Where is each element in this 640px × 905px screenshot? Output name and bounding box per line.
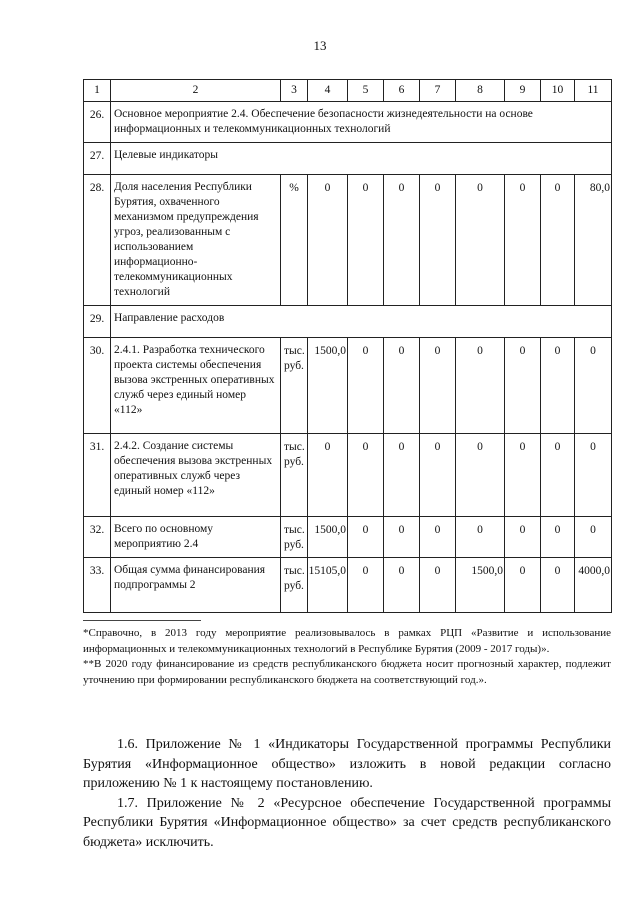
value-cell: 0 xyxy=(456,517,505,558)
footnote-separator xyxy=(83,620,201,621)
header-cell: 10 xyxy=(541,80,575,102)
expense-name: 2.4.1. Разработка технического проекта системы обеспечения вызова экстренных оперативных служб через единый номер «112» xyxy=(111,338,281,434)
value-cell: 15105,0 xyxy=(308,558,348,613)
unit-cell: тыс. руб. xyxy=(281,558,308,613)
header-cell: 8 xyxy=(456,80,505,102)
value-cell: 0 xyxy=(505,175,541,306)
value-cell: 0 xyxy=(505,558,541,613)
expense-name: 2.4.2. Создание системы обеспечения вызова экстренных оперативных служб через единый номер «112» xyxy=(111,434,281,517)
unit-cell: % xyxy=(281,175,308,306)
value-cell: 0 xyxy=(420,338,456,434)
page-number: 13 xyxy=(313,38,327,53)
value-cell: 0 xyxy=(348,175,384,306)
footnotes xyxy=(83,626,611,688)
value-cell: 0 xyxy=(575,434,612,517)
value-cell: 0 xyxy=(505,434,541,517)
expense-name: Всего по основному мероприятию 2.4 xyxy=(111,517,281,558)
value-cell: 0 xyxy=(308,434,348,517)
footnote: **В 2020 году финансирование из средств республиканского бюджета носит прогнозный характер, подлежит уточнению при формировании республиканского бюджета на соответствующий год.». xyxy=(83,658,611,686)
value-cell: 0 xyxy=(384,434,420,517)
value-cell: 1500,0 xyxy=(456,558,505,613)
table-row xyxy=(84,558,612,613)
value-cell: 0 xyxy=(541,434,575,517)
value-cell: 0 xyxy=(456,434,505,517)
header-cell: 7 xyxy=(420,80,456,102)
header-cell: 3 xyxy=(281,80,308,102)
paragraph: 1.7. Приложение № 2 «Ресурсное обеспечение Государственной программы Республики Бурятия «Информационное общество» за счет средств республиканского бюджета» исключить. xyxy=(83,795,611,850)
value-cell: 0 xyxy=(348,338,384,434)
row-number: 30. xyxy=(84,338,111,434)
paragraph: 1.6. Приложение № 1 «Индикаторы Государственной программы Республики Бурятия «Информационное общество» изложить в новой редакции согласно приложению № 1 к настоящему постановлению. xyxy=(83,737,611,791)
body-text xyxy=(83,735,611,852)
value-cell: 0 xyxy=(456,175,505,306)
indicator-name: Доля населения Республики Бурятия, охваченного механизмом предупреждения угроз, реализованным с использованием информационно-телекоммуникационных технологий xyxy=(111,175,281,306)
value-cell: 0 xyxy=(575,517,612,558)
row-number: 31. xyxy=(84,434,111,517)
section-title: Направление расходов xyxy=(111,306,612,338)
value-cell: 0 xyxy=(384,338,420,434)
row-number: 26. xyxy=(84,102,111,143)
header-cell: 2 xyxy=(111,80,281,102)
header-cell: 11 xyxy=(575,80,612,102)
value-cell: 0 xyxy=(348,558,384,613)
row-number: 28. xyxy=(84,175,111,306)
value-cell: 1500,0 xyxy=(308,517,348,558)
value-cell: 0 xyxy=(308,175,348,306)
value-cell: 0 xyxy=(420,517,456,558)
value-cell: 0 xyxy=(348,434,384,517)
section-title: Целевые индикаторы xyxy=(111,143,612,175)
table-row xyxy=(84,306,612,338)
value-cell: 0 xyxy=(384,558,420,613)
table-row xyxy=(84,517,612,558)
value-cell: 0 xyxy=(541,175,575,306)
indicators-table xyxy=(83,79,612,613)
value-cell: 4000,0 xyxy=(575,558,612,613)
unit-cell: тыс. руб. xyxy=(281,517,308,558)
header-cell: 4 xyxy=(308,80,348,102)
value-cell: 0 xyxy=(541,338,575,434)
header-cell: 1 xyxy=(84,80,111,102)
value-cell: 0 xyxy=(575,338,612,434)
row-number: 33. xyxy=(84,558,111,613)
value-cell: 0 xyxy=(384,175,420,306)
section-title: Основное мероприятие 2.4. Обеспечение безопасности жизнедеятельности на основе информационных и телекоммуникационных технологий xyxy=(111,102,612,143)
value-cell: 0 xyxy=(541,558,575,613)
header-cell: 5 xyxy=(348,80,384,102)
value-cell: 80,0 xyxy=(575,175,612,306)
value-cell: 0 xyxy=(348,517,384,558)
expense-name: Общая сумма финансирования подпрограммы 2 xyxy=(111,558,281,613)
unit-cell: тыс. руб. xyxy=(281,434,308,517)
value-cell: 0 xyxy=(384,517,420,558)
value-cell: 0 xyxy=(420,434,456,517)
value-cell: 0 xyxy=(505,517,541,558)
table-row xyxy=(84,338,612,434)
unit-cell: тыс. руб. xyxy=(281,338,308,434)
value-cell: 0 xyxy=(505,338,541,434)
value-cell: 0 xyxy=(420,175,456,306)
table-row xyxy=(84,143,612,175)
table-header-row xyxy=(84,80,612,102)
table-row xyxy=(84,102,612,143)
table-row xyxy=(84,175,612,306)
footnote: *Справочно, в 2013 году мероприятие реализовывалось в рамках РЦП «Развитие и использование информационных и телекоммуникационных технологий в Республике Бурятия (2009 - 2017 годы)». xyxy=(83,627,611,655)
row-number: 27. xyxy=(84,143,111,175)
row-number: 32. xyxy=(84,517,111,558)
value-cell: 1500,0 xyxy=(308,338,348,434)
value-cell: 0 xyxy=(420,558,456,613)
header-cell: 9 xyxy=(505,80,541,102)
row-number: 29. xyxy=(84,306,111,338)
value-cell: 0 xyxy=(541,517,575,558)
value-cell: 0 xyxy=(456,338,505,434)
header-cell: 6 xyxy=(384,80,420,102)
table-row xyxy=(84,434,612,517)
